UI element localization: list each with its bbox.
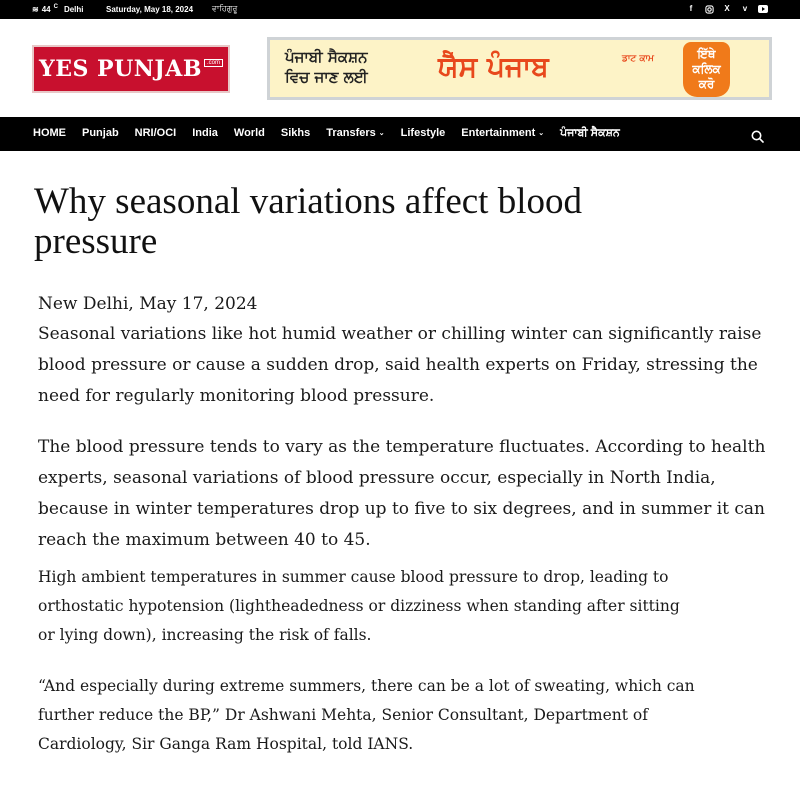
punjabi-text: ਵਾਹਿਗੁਰੂ (212, 4, 238, 13)
x-icon[interactable]: X (724, 4, 730, 13)
banner-brand: ਯੈੱਸ ਪੰਜਾਬ (438, 50, 549, 83)
nav-label: Transfers (326, 127, 376, 139)
article-paragraph: High ambient temperatures in summer cause blood pressure to drop, leading to orthostatic hypotension (lightheadedness or dizziness when standing after sitting or lying down), increasing the risk of falls. (38, 568, 680, 644)
facebook-icon[interactable]: f (689, 4, 693, 13)
site-logo[interactable] (32, 45, 230, 93)
nav-item-world[interactable] (234, 127, 265, 140)
article-dateline: New Delhi, May 17, 2024 (38, 294, 258, 314)
temperature: 44 (41, 5, 51, 14)
nav-item-entertainment[interactable] (461, 127, 544, 140)
vimeo-icon[interactable]: v (742, 4, 748, 13)
logo-suffix: .com (204, 59, 223, 67)
punjabi-section-banner[interactable] (267, 37, 772, 100)
banner-left-line1: ਪੰਜਾਬੀ ਸੈਕਸ਼ਨ (285, 48, 368, 66)
banner-button-line2: ਕਲਿਕ (692, 62, 721, 76)
nav-label: Entertainment (461, 127, 536, 139)
banner-left-line2: ਵਿਚ ਜਾਣ ਲਈ (285, 68, 368, 86)
logo-text: YES PUNJAB (39, 56, 202, 82)
nav-item-sikhs[interactable] (281, 127, 310, 140)
nav-item-india[interactable] (192, 127, 218, 140)
search-icon[interactable] (751, 128, 764, 141)
main-nav (0, 117, 800, 151)
nav-item-punjab[interactable] (82, 127, 119, 140)
nav-item-punjabi-section[interactable] (560, 127, 620, 140)
chevron-down-icon: ⌄ (538, 130, 545, 137)
nav-item-lifestyle[interactable] (401, 127, 446, 140)
nav-label: HOME (33, 127, 66, 139)
banner-click-button[interactable] (683, 42, 730, 97)
nav-item-transfers[interactable] (326, 127, 384, 140)
nav-label: ਪੰਜਾਬੀ ਸੈਕਸ਼ਨ (560, 127, 620, 139)
youtube-icon[interactable] (758, 3, 768, 15)
banner-left-text (285, 47, 368, 87)
nav-label: World (233, 127, 265, 139)
article-paragraph: Seasonal variations like hot humid weather or chilling winter can significantly raise blood pressure or cause a sudden drop, said health experts on Friday, stressing the need for regularly monitoring blood pressure. (38, 324, 762, 406)
banner-button-line1: ਇੱਥੇ (697, 47, 716, 61)
banner-button-line3: ਕਰੋ (698, 77, 715, 91)
nav-label: NRI/OCI (134, 127, 177, 139)
article-paragraph: “And especially during extreme summers, there can be a lot of sweating, which can further reduce the BP,” Dr Ashwani Mehta, Senior Consultant, Department of Cardiology, Sir Ganga Ram Hospital, told IANS. (38, 677, 695, 753)
nav-item-nri-oci[interactable] (135, 127, 177, 140)
article-paragraph: The blood pressure tends to vary as the temperature fluctuates. According to health experts, seasonal variations of blood pressure occur, especially in North India, because in winter temperatures drop up to five to six degrees, and in summer it can reach the maximum between 40 to 45. (38, 437, 766, 550)
weather-widget (32, 5, 84, 14)
top-bar (0, 0, 800, 19)
nav-label: Punjab (82, 127, 119, 139)
instagram-icon[interactable] (704, 3, 714, 15)
wind-icon: ≋ (32, 5, 39, 14)
current-date: Saturday, May 18, 2024 (106, 5, 194, 14)
weather-city: Delhi (63, 5, 84, 14)
nav-label: Sikhs (280, 127, 311, 139)
nav-label: India (192, 127, 218, 139)
temperature-unit: C (53, 3, 58, 10)
nav-item-home[interactable] (33, 127, 66, 140)
article-body (38, 291, 768, 759)
chevron-down-icon: ⌄ (378, 130, 385, 137)
social-links (686, 3, 768, 15)
nav-label: Lifestyle (400, 127, 446, 139)
article-title: Why seasonal variations affect blood pressure (34, 181, 582, 262)
banner-brand-suffix: ਡਾਟ ਕਾਮ (622, 54, 654, 64)
